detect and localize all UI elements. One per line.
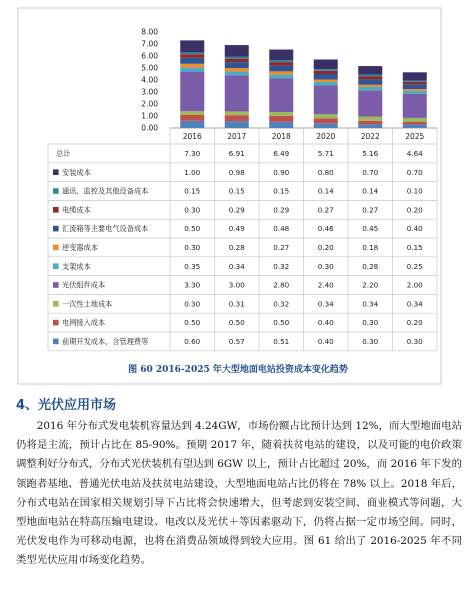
x-tick-label: 2016 (182, 132, 202, 141)
bar-segment (403, 84, 427, 89)
series-label: 前期开发成本，含管理费等 (62, 337, 149, 346)
table-cell-value: 0.70 (406, 167, 423, 177)
table-cell-value: 0.50 (184, 318, 201, 328)
table-cell-value: 0.28 (362, 261, 379, 271)
y-tick-label: 6.00 (141, 51, 158, 61)
bar-segment (403, 89, 427, 91)
table-cell-value: 6.91 (228, 149, 245, 158)
table-cell-value: 0.40 (406, 224, 423, 234)
table-cell-value: 6.49 (273, 149, 290, 158)
table-cell-value: 0.29 (273, 205, 290, 215)
table-cell-value: 7.30 (184, 149, 201, 158)
series-label: 光伏组件成本 (62, 280, 106, 290)
bar-segment (358, 87, 382, 90)
bar-segment (225, 71, 249, 75)
y-tick-label: 3.00 (141, 87, 158, 97)
table-cell-value: 0.27 (273, 243, 290, 252)
series-label: 汇流箱等主要电气设备成本 (62, 224, 149, 234)
table-cell-value: 5.71 (317, 149, 334, 158)
table-cell-value: 0.80 (317, 167, 334, 177)
table-cell-value: 0.20 (406, 205, 423, 215)
series-label: 电缆成本 (62, 205, 91, 215)
bar-segment (269, 66, 293, 72)
bar-segment (225, 121, 249, 128)
y-tick-label: 4.00 (141, 75, 158, 85)
legend-key (53, 188, 59, 194)
legend-key (53, 263, 59, 269)
bar-segment (180, 58, 204, 64)
series-label: 逆变器成本 (62, 243, 98, 252)
table-cell-value: 0.30 (184, 243, 201, 252)
legend-key (53, 226, 59, 232)
x-tick-label: 2020 (316, 132, 336, 141)
bar-segment (403, 118, 427, 122)
table-cell-value: 0.15 (406, 243, 423, 252)
bar-segment (358, 85, 382, 87)
table-cell-value: 0.48 (273, 224, 290, 234)
x-tick-label: 2022 (360, 132, 380, 141)
bar-segment (225, 75, 249, 111)
table-cell-value: 0.14 (317, 186, 334, 196)
legend-key (53, 301, 59, 307)
table-cell-value: 0.29 (228, 205, 245, 215)
table-cell-value: 0.15 (184, 186, 201, 196)
y-tick-label: 5.00 (141, 63, 158, 73)
table-cell-value: 0.14 (362, 186, 379, 196)
table-cell-value: 0.34 (362, 299, 379, 309)
table-cell-value: 0.10 (406, 186, 423, 196)
bar-segment (180, 72, 204, 112)
bar-segment (225, 115, 249, 121)
series-label: 总计 (56, 149, 71, 158)
y-tick-label: 0.00 (141, 123, 158, 133)
series-label: 电网接入成本 (62, 318, 106, 328)
bar-segment (269, 75, 293, 79)
table-cell-value: 3.30 (184, 280, 201, 290)
y-tick-label: 7.00 (141, 39, 158, 49)
bar-segment (225, 45, 249, 57)
table-cell-value: 0.98 (228, 167, 245, 177)
y-tick-label: 8.00 (141, 27, 158, 37)
y-tick-label: 1.00 (141, 111, 158, 121)
table-cell-value: 2.80 (273, 280, 290, 290)
legend-key (53, 207, 59, 213)
bar-segment (180, 40, 204, 52)
bar-segment (225, 68, 249, 71)
table-cell-value: 1.00 (184, 167, 201, 177)
table-cell-value: 0.90 (273, 167, 290, 177)
bar-segment (314, 74, 338, 80)
x-tick-label: 2018 (271, 132, 291, 141)
table-cell-value: 0.31 (228, 299, 245, 309)
table-cell-value: 3.00 (228, 280, 245, 290)
bar-segment (314, 123, 338, 128)
bar-segment (225, 59, 249, 62)
table-cell-value: 2.00 (406, 280, 423, 290)
table-cell-value: 0.57 (228, 337, 245, 346)
bar-segment (358, 66, 382, 74)
x-tick-label: 2017 (227, 132, 247, 141)
bar-segment (314, 118, 338, 123)
bar-segment (403, 122, 427, 124)
table-cell-value: 4.64 (406, 149, 423, 158)
table-cell-value: 0.18 (362, 243, 379, 252)
bar-segment (314, 71, 338, 74)
bar-segment (269, 62, 293, 65)
bar-segment (225, 111, 249, 115)
bar-segment (180, 115, 204, 121)
table-cell-value: 2.20 (362, 280, 379, 290)
bar-segment (358, 124, 382, 128)
table-cell-value: 0.28 (228, 243, 245, 252)
bar-segment (314, 69, 338, 71)
bar-segment (314, 80, 338, 82)
table-cell-value: 0.20 (406, 318, 423, 328)
bar-segment (358, 121, 382, 125)
bar-segment (403, 91, 427, 94)
series-label: 通讯、监控及其他设备成本 (62, 186, 149, 196)
table-cell-value: 0.49 (228, 224, 245, 234)
table-cell-value: 0.30 (406, 337, 423, 346)
table-cell-value: 0.45 (362, 224, 379, 234)
legend-key (53, 169, 59, 175)
table-cell-value: 0.15 (273, 186, 290, 196)
bar-segment (403, 81, 427, 82)
bar-segment (314, 59, 338, 69)
y-tick-label: 2.00 (141, 99, 158, 109)
legend-key (53, 245, 59, 251)
table-cell-value: 0.20 (317, 243, 334, 252)
series-label: 一次性土地成本 (62, 299, 113, 309)
table-cell-value: 0.34 (317, 299, 334, 309)
table-cell-value: 0.51 (273, 337, 290, 346)
table-cell-value: 5.16 (362, 149, 379, 158)
table-cell-value: 0.50 (228, 318, 245, 328)
series-label: 支架成本 (62, 261, 91, 271)
legend-key (53, 282, 59, 288)
bar-segment (403, 124, 427, 128)
bar-segment (358, 76, 382, 79)
section-heading: 4、光伏应用市场 (16, 398, 117, 413)
bar-segment (225, 57, 249, 59)
table-cell-value: 0.30 (184, 299, 201, 309)
bar-segment (180, 64, 204, 68)
bar-segment (358, 74, 382, 76)
table-cell-value: 0.34 (228, 261, 245, 271)
bar-segment (269, 60, 293, 62)
table-cell-value: 0.32 (273, 299, 290, 309)
bar-segment (403, 94, 427, 118)
bar-segment (180, 121, 204, 128)
table-cell-value: 0.27 (362, 205, 379, 215)
bar-segment (225, 62, 249, 68)
legend-key (53, 320, 59, 326)
bar-segment (180, 111, 204, 115)
legend-key (53, 339, 59, 345)
bar-segment (180, 52, 204, 54)
bar-segment (269, 50, 293, 61)
bar-segment (403, 82, 427, 84)
table-cell-value: 0.32 (273, 261, 290, 271)
table-cell-value: 0.30 (317, 261, 334, 271)
bar-segment (314, 86, 338, 115)
bar-segment (314, 82, 338, 86)
table-cell-value: 0.46 (317, 224, 334, 234)
bar-segment (180, 67, 204, 71)
bar-segment (358, 90, 382, 116)
body-paragraph: 2016 年分布式发电装机容量达到 4.24GW，市场份额占比预计达到 12%，而大型地面电站仍将是主流，预计占比在 85-90%。预期 2017 年，随着扶贫电站的建设，以及可能的电价政策调整利好分布式，分布式光伏装机有望达到 6GW 以上，预计占比超过 20%，而 2016 年下发的领跑者基地、普通光伏电站及扶贫电站建设，大型地面电站占比仍将在 78% 以上。2018 年后，分布式电站在国家相关规划引导下占比将会快速增大，但考虑到安装空间、商业模式等问题，大型地面电站在特高压输电建设、电改以及光伏＋等因素驱动下，仍将占据一定市场空间。同时，光伏发电作为可移动电源，也将在消费品领域得到较大应用。图 61 给出了 2016-2025 年不同类型光伏应用市场变化趋势。 (16, 420, 462, 567)
table-cell-value: 0.34 (406, 299, 423, 309)
table-cell-value: 0.30 (362, 318, 379, 328)
bar-segment (269, 78, 293, 112)
table-cell-value: 0.60 (184, 337, 201, 346)
series-label: 安装成本 (62, 167, 91, 177)
bar-segment (269, 71, 293, 74)
bar-segment (358, 117, 382, 121)
table-cell-value: 0.50 (273, 318, 290, 328)
bar-segment (269, 122, 293, 128)
table-cell-value: 0.40 (317, 318, 334, 328)
table-cell-value: 0.25 (406, 261, 423, 271)
table-cell-value: 0.40 (317, 337, 334, 346)
bar-segment (180, 54, 204, 58)
bar-segment (314, 114, 338, 118)
table-cell-value: 0.15 (228, 186, 245, 196)
bar-segment (269, 112, 293, 116)
table-cell-value: 0.30 (362, 337, 379, 346)
bar-segment (358, 79, 382, 84)
table-cell-value: 0.30 (184, 205, 201, 215)
table-cell-value: 2.40 (317, 280, 334, 290)
table-cell-value: 0.35 (184, 261, 201, 271)
bar-segment (403, 72, 427, 80)
table-cell-value: 0.50 (184, 224, 201, 234)
x-tick-label: 2025 (405, 132, 425, 141)
figure-caption: 图 60 2016-2025 年大型地面电站投资成本变化趋势 (128, 365, 348, 375)
bar-segment (269, 116, 293, 122)
table-cell-value: 0.70 (362, 167, 379, 177)
table-cell-value: 0.27 (317, 205, 334, 215)
